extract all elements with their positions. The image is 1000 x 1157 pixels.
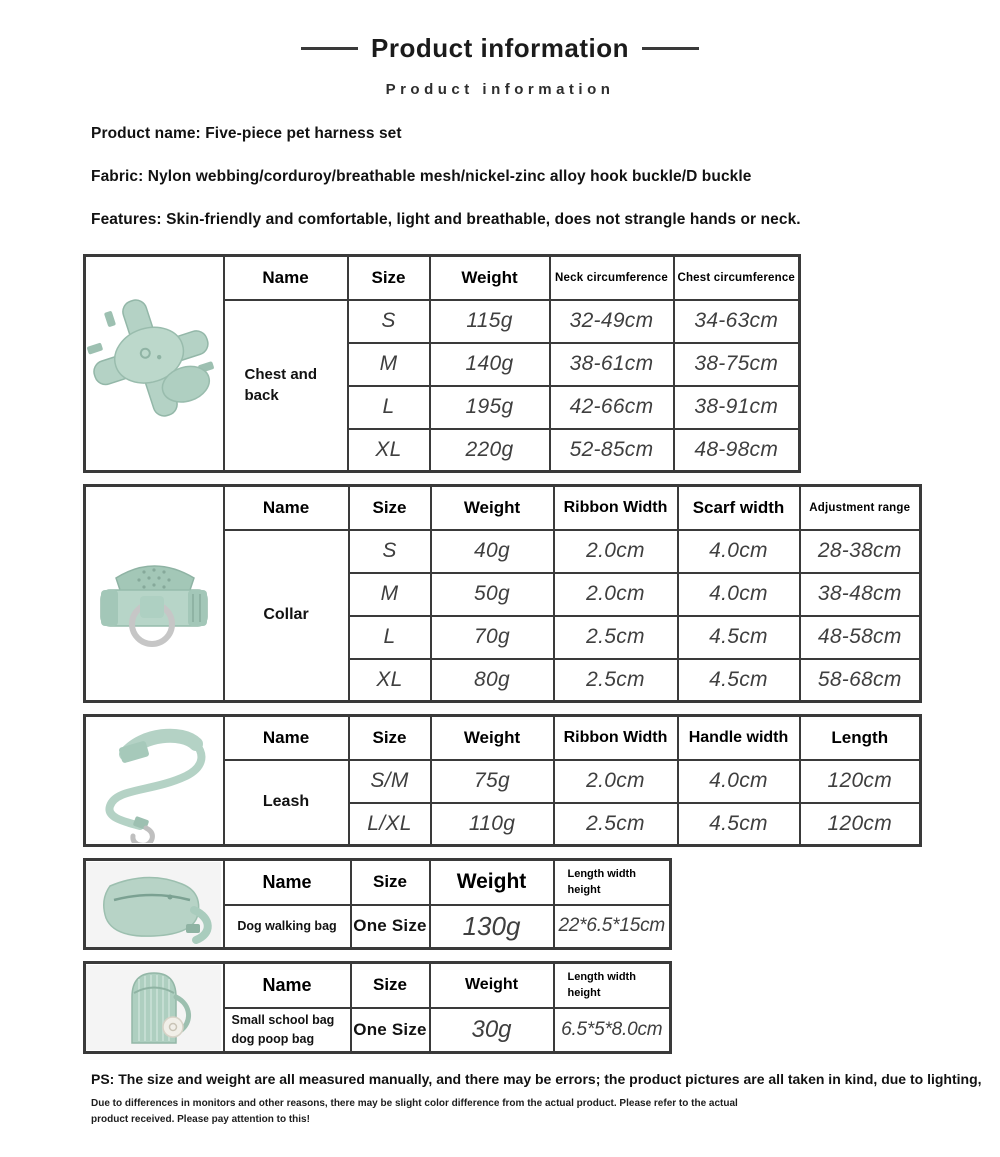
spec-cell: 4.0cm bbox=[678, 530, 800, 573]
product-name-line: Product name: Five-piece pet harness set bbox=[91, 125, 402, 142]
spec-cell: 34-63cm bbox=[674, 300, 800, 343]
spec-cell: 115g bbox=[430, 300, 550, 343]
spec-cell: L bbox=[349, 616, 431, 659]
walking-bag-col-header-name: Name bbox=[224, 860, 351, 905]
ps-note: PS: The size and weight are all measured manually, and there may be errors; the product pictures are all taken in kind, due to lighting, bbox=[91, 1071, 982, 1087]
harness-col-header-weight: Weight bbox=[430, 256, 550, 300]
spec-cell: 42-66cm bbox=[550, 386, 674, 429]
spec-cell: 4.5cm bbox=[678, 803, 800, 846]
walking-bag-col-header-size: Size bbox=[351, 860, 430, 905]
spec-cell: 70g bbox=[431, 616, 554, 659]
spec-cell: One Size bbox=[351, 905, 430, 949]
poop-bag-table bbox=[83, 961, 672, 1054]
spec-cell: M bbox=[348, 343, 430, 386]
collar-col-header-adjust: Adjustment range bbox=[800, 486, 921, 530]
features-line: Features: Skin-friendly and comfortable, light and breathable, does not strangle hands or neck. bbox=[91, 211, 801, 228]
spec-cell: 75g bbox=[431, 760, 554, 803]
spec-cell: 140g bbox=[430, 343, 550, 386]
spec-cell: S bbox=[349, 530, 431, 573]
poop-bag-col-header-weight: Weight bbox=[430, 963, 554, 1008]
title-left-line bbox=[301, 47, 358, 50]
collar-col-header-size: Size bbox=[349, 486, 431, 530]
leash-col-header-length: Length bbox=[800, 716, 921, 760]
spec-cell: 48-98cm bbox=[674, 429, 800, 472]
collar-col-header-name: Name bbox=[224, 486, 349, 530]
spec-cell: L bbox=[348, 386, 430, 429]
walking-bag-image bbox=[85, 860, 224, 949]
fineprint-note: Due to differences in monitors and other reasons, there may be slight color difference from the actual product. Please refer to the actual product received. Please pay attention to this! bbox=[91, 1098, 738, 1125]
leash-col-header-weight: Weight bbox=[431, 716, 554, 760]
spec-cell: 220g bbox=[430, 429, 550, 472]
collar-col-header-scarf: Scarf width bbox=[678, 486, 800, 530]
spec-cell: XL bbox=[348, 429, 430, 472]
spec-cell: 195g bbox=[430, 386, 550, 429]
spec-cell: 6.5*5*8.0cm bbox=[554, 1008, 671, 1053]
collar-name: Collar bbox=[224, 530, 349, 702]
spec-cell: 30g bbox=[430, 1008, 554, 1053]
leash-name: Leash bbox=[224, 760, 349, 846]
spec-cell: 38-48cm bbox=[800, 573, 921, 616]
poop-bag-col-header-name: Name bbox=[224, 963, 351, 1008]
harness-col-header-chest: Chest circumference bbox=[674, 256, 800, 300]
spec-cell: 130g bbox=[430, 905, 554, 949]
walking-bag-col-header-lwh: Length width height bbox=[554, 860, 671, 905]
harness-name-cell bbox=[224, 300, 348, 472]
leash-col-header-name: Name bbox=[224, 716, 349, 760]
collar-image bbox=[85, 486, 224, 702]
poop-bag-col-header-size: Size bbox=[351, 963, 430, 1008]
collar-col-header-weight: Weight bbox=[431, 486, 554, 530]
page-subtitle: Product information bbox=[385, 81, 615, 98]
spec-cell: 50g bbox=[431, 573, 554, 616]
spec-cell: 38-75cm bbox=[674, 343, 800, 386]
spec-cell: 48-58cm bbox=[800, 616, 921, 659]
spec-cell: 32-49cm bbox=[550, 300, 674, 343]
spec-cell: L/XL bbox=[349, 803, 431, 846]
title-right-line bbox=[642, 47, 699, 50]
spec-cell: 58-68cm bbox=[800, 659, 921, 702]
fabric-line: Fabric: Nylon webbing/corduroy/breathable mesh/nickel-zinc alloy hook buckle/D buckle bbox=[91, 168, 752, 185]
spec-cell: 120cm bbox=[800, 803, 921, 846]
spec-cell: S/M bbox=[349, 760, 431, 803]
poop-bag-col-header-lwh: Length width height bbox=[554, 963, 671, 1008]
spec-cell: 22*6.5*15cm bbox=[554, 905, 671, 949]
spec-cell: 80g bbox=[431, 659, 554, 702]
spec-cell: 38-91cm bbox=[674, 386, 800, 429]
collar-col-header-ribbon: Ribbon Width bbox=[554, 486, 678, 530]
spec-cell: 28-38cm bbox=[800, 530, 921, 573]
harness-col-header-size: Size bbox=[348, 256, 430, 300]
harness-col-header-name: Name bbox=[224, 256, 348, 300]
walking-bag-name: Dog walking bag bbox=[224, 905, 351, 949]
spec-cell: 2.0cm bbox=[554, 760, 678, 803]
spec-cell: 4.5cm bbox=[678, 616, 800, 659]
leash-table bbox=[83, 714, 922, 847]
spec-cell: 2.0cm bbox=[554, 573, 678, 616]
spec-cell: 4.0cm bbox=[678, 573, 800, 616]
title-row bbox=[0, 0, 1000, 64]
spec-cell: 2.0cm bbox=[554, 530, 678, 573]
walking-bag-col-header-weight: Weight bbox=[430, 860, 554, 905]
spec-cell: 40g bbox=[431, 530, 554, 573]
poop-bag-image bbox=[85, 963, 224, 1053]
collar-table bbox=[83, 484, 922, 703]
harness-image bbox=[85, 256, 224, 472]
harness-table bbox=[83, 254, 801, 473]
leash-col-header-handle: Handle width bbox=[678, 716, 800, 760]
spec-cell: 110g bbox=[431, 803, 554, 846]
walking-bag-table bbox=[83, 858, 672, 950]
spec-cell: 52-85cm bbox=[550, 429, 674, 472]
spec-cell: XL bbox=[349, 659, 431, 702]
harness-name: Chest and back bbox=[244, 365, 318, 405]
poop-bag-name: Small school bag dog poop bag bbox=[224, 1008, 351, 1053]
intro-block bbox=[91, 125, 1000, 229]
page-title: Product information bbox=[371, 33, 629, 63]
spec-cell: 2.5cm bbox=[554, 616, 678, 659]
spec-cell: 2.5cm bbox=[554, 803, 678, 846]
leash-col-header-ribbon: Ribbon Width bbox=[554, 716, 678, 760]
spec-cell: One Size bbox=[351, 1008, 430, 1053]
spec-cell: S bbox=[348, 300, 430, 343]
spec-cell: 4.0cm bbox=[678, 760, 800, 803]
spec-cell: M bbox=[349, 573, 431, 616]
leash-col-header-size: Size bbox=[349, 716, 431, 760]
harness-col-header-neck: Neck circumference bbox=[550, 256, 674, 300]
spec-cell: 120cm bbox=[800, 760, 921, 803]
spec-cell: 38-61cm bbox=[550, 343, 674, 386]
leash-image bbox=[85, 716, 224, 846]
spec-cell: 4.5cm bbox=[678, 659, 800, 702]
spec-cell: 2.5cm bbox=[554, 659, 678, 702]
